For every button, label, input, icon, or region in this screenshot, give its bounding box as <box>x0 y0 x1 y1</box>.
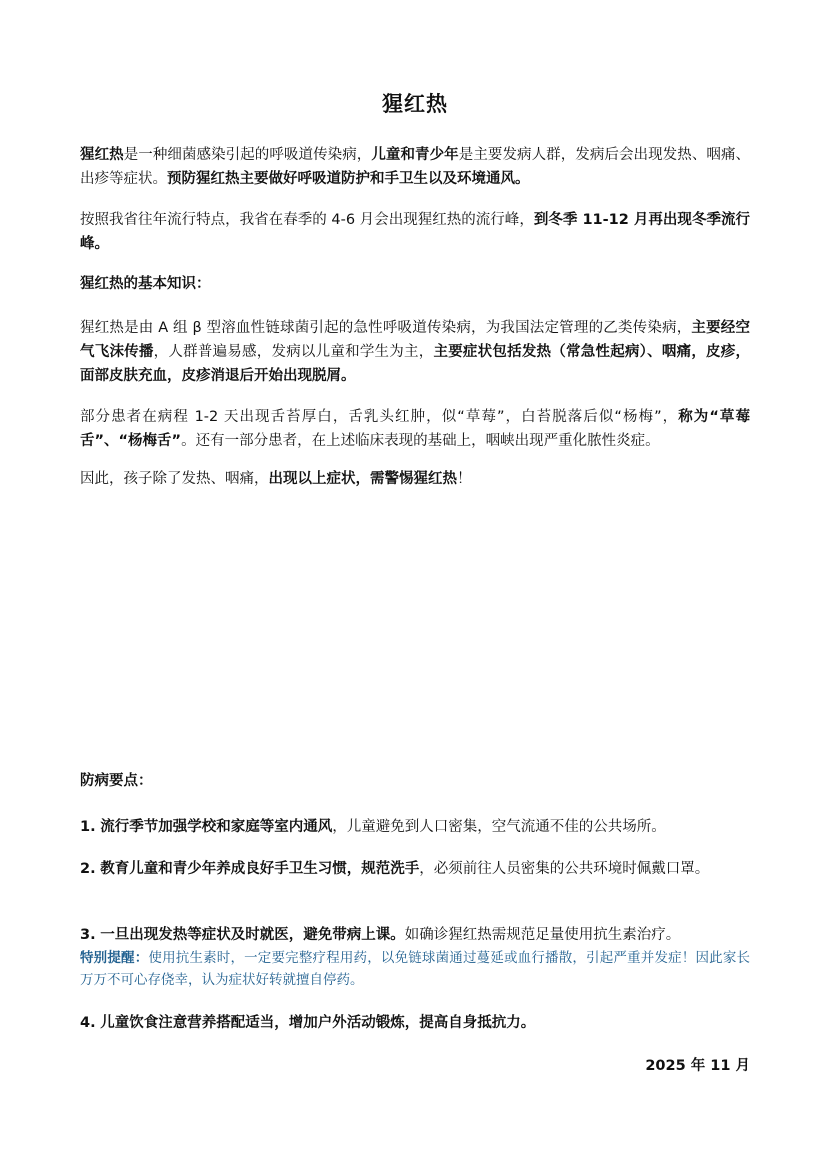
season-text: 按照我省往年流行特点，我省在春季的 4-6 月会出现猩红热的流行峰， <box>80 212 534 228</box>
season-paragraph <box>80 208 750 256</box>
item-bold: 儿童饮食注意营养搭配适当，增加户外活动锻炼，提高自身抵抗力。 <box>100 1015 536 1031</box>
special-reminder-label: 特别提醒： <box>80 950 149 966</box>
basic-transmission: 主要经空气飞沫传播 <box>80 320 751 360</box>
basic-knowledge-paragraph <box>80 316 750 388</box>
warning-text-1: 因此，孩子除了发热、咽痛， <box>80 471 269 487</box>
intro-text-1: 是一种细菌感染引起的呼吸道传染病， <box>123 147 372 163</box>
intro-text-2: 是主要发病人群，发病后会出现发热、咽痛、出疹等症状。 <box>80 147 751 187</box>
item-number: 2. <box>80 861 96 877</box>
item-number: 1. <box>80 819 96 835</box>
basic-symptoms: 主要症状包括发热（常急性起病）、咽痛，皮疹，面部皮肤充血，皮疹消退后开始出现脱屑。 <box>80 344 751 384</box>
warning-paragraph <box>80 467 750 491</box>
item-number: 4. <box>80 1015 96 1031</box>
intro-paragraph <box>80 143 750 191</box>
tongue-text-1: 部分患者在病程 1-2 天出现舌苔厚白，舌乳头红肿，似“草莓”，白苔脱落后似“杨梅”， <box>80 409 679 425</box>
special-reminder-text: 使用抗生素时，一定要完整疗程用药，以免链球菌通过蔓延或血行播散，引起严重并发症！因此家长万万不可心存侥幸，认为症状好转就擅自停药。 <box>80 950 751 988</box>
intro-term: 猩红热 <box>80 147 124 163</box>
intro-population: 儿童和青少年 <box>371 147 459 163</box>
warning-text-2: ！ <box>457 471 472 487</box>
prevention-item-2 <box>80 857 750 881</box>
item-rest: ，必须前往人员密集的公共环境时佩戴口罩。 <box>419 861 710 877</box>
season-winter-peak: 到冬季 11-12 月再出现冬季流行峰。 <box>80 212 750 252</box>
prevention-heading: 防病要点： <box>80 773 153 789</box>
prevention-item-3 <box>80 923 750 991</box>
tongue-paragraph <box>80 405 750 453</box>
special-reminder <box>80 947 750 991</box>
item-bold: 教育儿童和青少年养成良好手卫生习惯，规范洗手 <box>100 861 420 877</box>
item-bold: 流行季节加强学校和家庭等室内通风 <box>100 819 333 835</box>
item-bold: 一旦出现发热等症状及时就医，避免带病上课。 <box>100 927 405 943</box>
warning-bold: 出现以上症状，需警惕猩红热 <box>268 471 457 487</box>
item-rest: ，儿童避免到人口密集，空气流通不佳的公共场所。 <box>332 819 666 835</box>
item-rest: 如确诊猩红热需规范足量使用抗生素治疗。 <box>404 927 681 943</box>
basic-text-2: ，人群普遍易感，发病以儿童和学生为主， <box>153 344 434 360</box>
prevention-item-1 <box>80 815 750 839</box>
publish-date: 2025 年 11 月 <box>645 1058 750 1074</box>
basic-text-1: 猩红热是由 A 组 β 型溶血性链球菌引起的急性呼吸道传染病，为我国法定管理的乙类传染病， <box>80 320 692 336</box>
item-number: 3. <box>80 927 96 943</box>
intro-prevention: 预防猩红热主要做好呼吸道防护和手卫生以及环境通风。 <box>167 171 530 187</box>
prevention-item-4 <box>80 1011 750 1035</box>
basic-knowledge-heading: 猩红热的基本知识： <box>80 276 211 292</box>
page-title: 猩红热 <box>382 92 448 116</box>
tongue-names: 称为“草莓舌”、“杨梅舌” <box>80 409 750 449</box>
tongue-text-2: 。还有一部分患者，在上述临床表现的基础上，咽峡出现严重化脓性炎症。 <box>181 433 660 449</box>
